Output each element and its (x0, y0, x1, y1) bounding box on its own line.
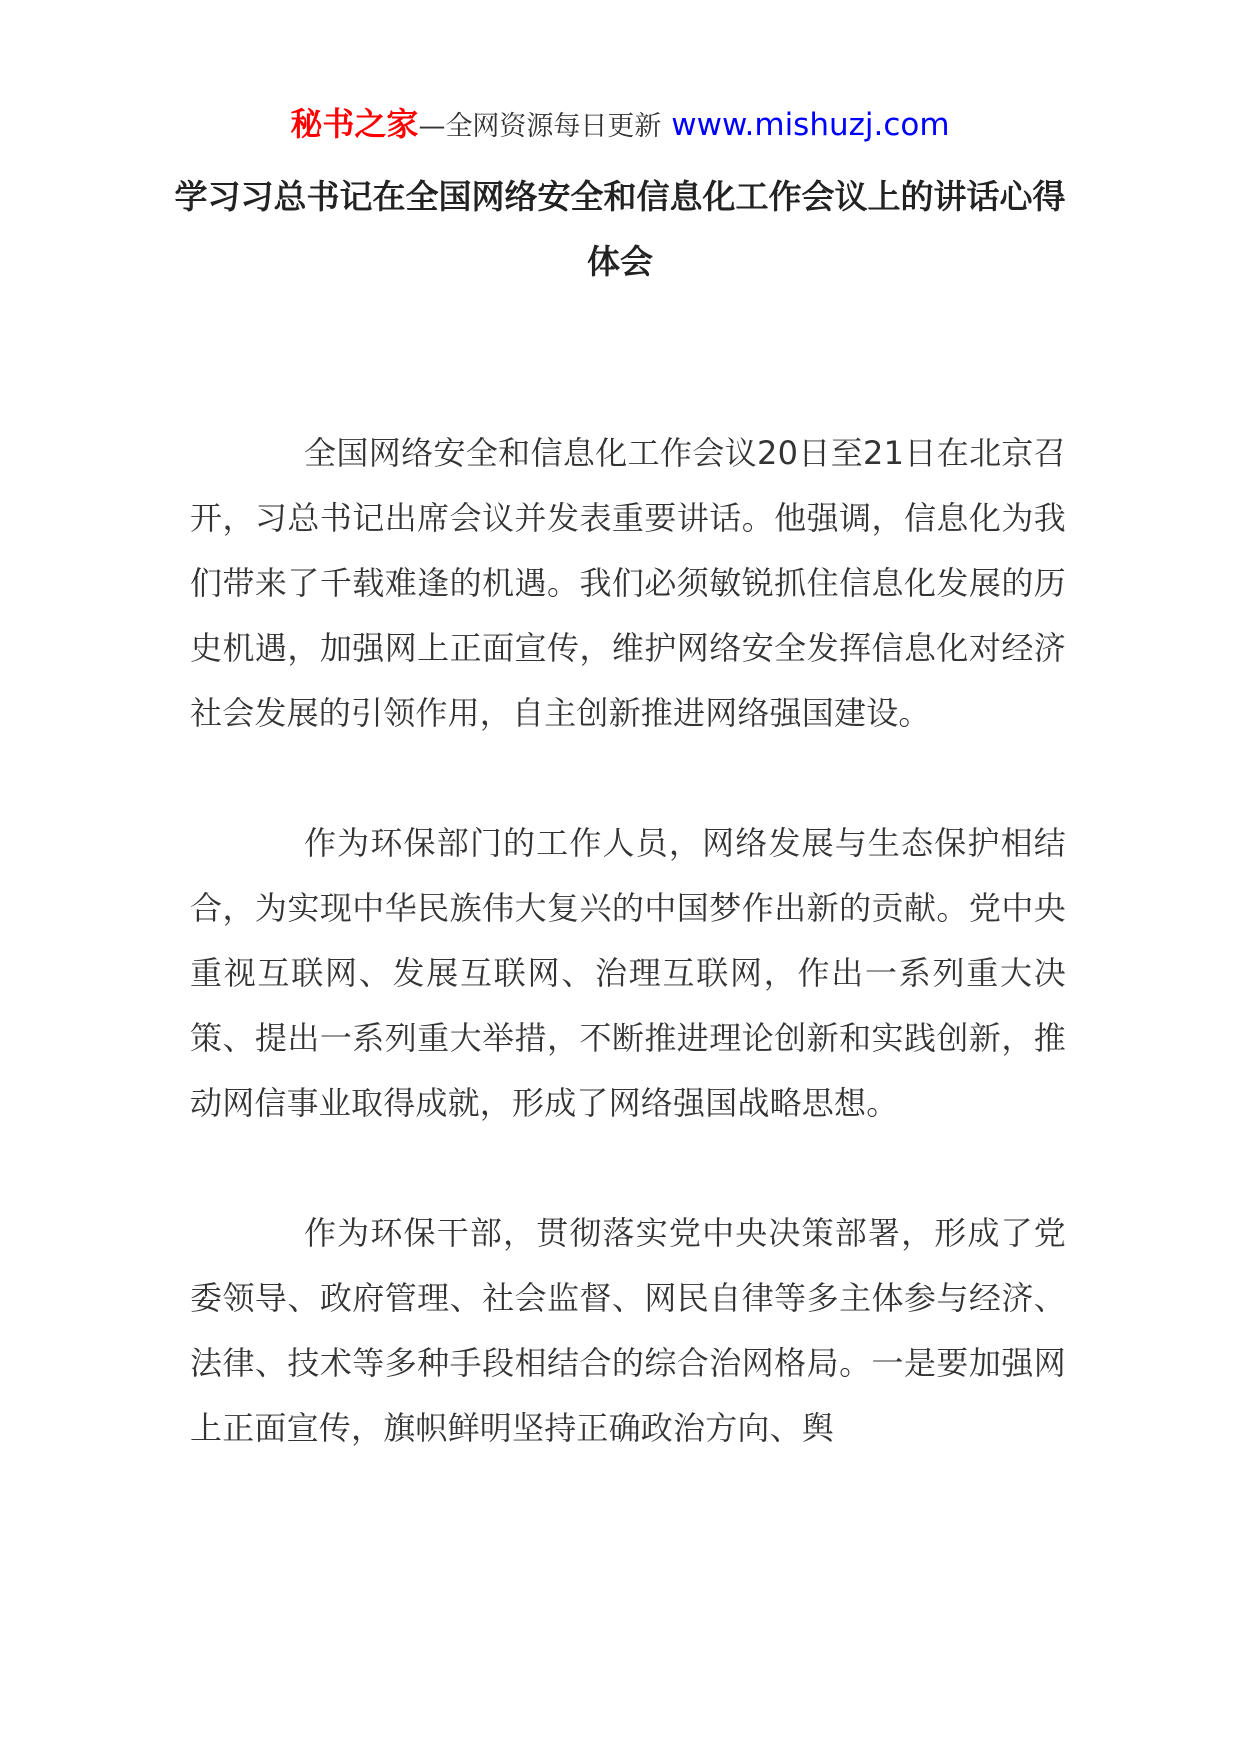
site-tagline: —全网资源每日更新 (418, 111, 662, 142)
site-url-link[interactable]: www.mishuzj.com (671, 107, 950, 143)
brand-name: 秘书之家 (290, 105, 419, 143)
paragraph-1: 全国网络安全和信息化工作会议20日至21日在北京召开，习总书记出席会议并发表重要讲话。他强调，信息化为我们带来了千载难逢的机遇。我们必须敏锐抓住信息化发展的历史机遇，加强网上正面宣传，维护网络安全发挥信息化对经济社会发展的引领作用，自主创新推进网络强国建设。 (190, 434, 1066, 732)
paragraph-3: 作为环保干部，贯彻落实党中央决策部署，形成了党委领导、政府管理、社会监督、网民自律等多主体参与经济、法律、技术等多种手段相结合的综合治网格局。一是要加强网上正面宣传，旗帜鲜明坚持正确政治方向、舆 (190, 1214, 1066, 1447)
site-header (0, 100, 1240, 151)
document-body (190, 421, 1066, 1526)
document-title: 学习习总书记在全国网络安全和信息化工作会议上的讲话心得体会 (174, 177, 1066, 281)
paragraph-2: 作为环保部门的工作人员，网络发展与生态保护相结合，为实现中华民族伟大复兴的中国梦作出新的贡献。党中央重视互联网、发展互联网、治理互联网，作出一系列重大决策、提出一系列重大举措，不断推进理论创新和实践创新，推动网信事业取得成就，形成了网络强国战略思想。 (190, 824, 1066, 1122)
